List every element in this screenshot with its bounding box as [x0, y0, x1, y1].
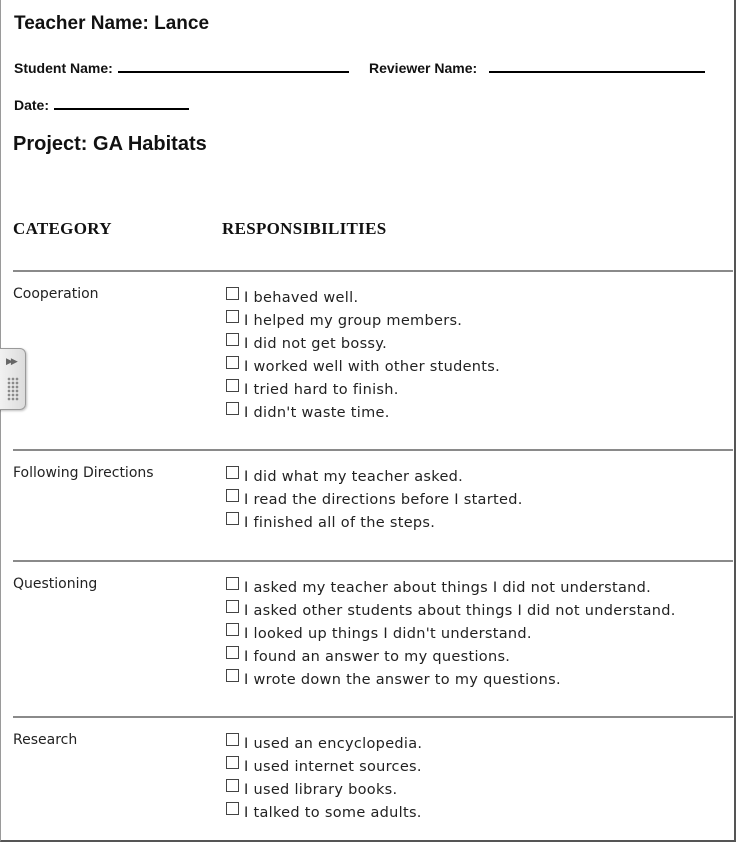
checklist-item	[226, 668, 676, 691]
checklist-item-label: I read the directions before I started.	[244, 491, 523, 508]
checklist-item-label: I worked well with other students.	[244, 358, 501, 375]
date-blank[interactable]	[54, 108, 189, 110]
checklist-item-label: I behaved well.	[244, 289, 359, 306]
checkbox[interactable]	[226, 802, 239, 815]
checklist-item-label: I found an answer to my questions.	[244, 648, 511, 665]
responsibility-list	[226, 286, 500, 424]
checkbox[interactable]	[226, 379, 239, 392]
checklist-item-label: I asked my teacher about things I did not understand.	[244, 579, 652, 596]
checklist-item	[226, 576, 676, 599]
student-name-blank[interactable]	[118, 71, 349, 73]
checklist-item	[226, 465, 523, 488]
checklist-item-label: I looked up things I didn't understand.	[244, 625, 532, 642]
category-name: Questioning	[13, 576, 98, 592]
checkbox[interactable]	[226, 333, 239, 346]
category-name: Research	[13, 732, 78, 748]
checkbox[interactable]	[226, 756, 239, 769]
checkbox[interactable]	[226, 466, 239, 479]
checklist-item-label: I did not get bossy.	[244, 335, 388, 352]
responsibility-list	[226, 465, 523, 534]
checklist-item	[226, 309, 500, 332]
checkbox[interactable]	[226, 287, 239, 300]
responsibilities-column-header: RESPONSIBILITIES	[222, 219, 387, 238]
checkbox[interactable]	[226, 356, 239, 369]
double-chevron-right-icon: ▶▶	[6, 357, 16, 367]
category-column-header: CATEGORY	[13, 219, 112, 238]
checklist-item-label: I helped my group members.	[244, 312, 463, 329]
checkbox[interactable]	[226, 310, 239, 323]
section-divider	[13, 716, 733, 718]
project-title: Project: GA Habitats	[13, 133, 207, 155]
checklist-item	[226, 355, 500, 378]
checklist-item-label: I didn't waste time.	[244, 404, 390, 421]
checklist-item	[226, 286, 500, 309]
checklist-item-label: I used library books.	[244, 781, 398, 798]
side-panel-toggle[interactable]	[0, 348, 26, 410]
date-label: Date:	[14, 97, 50, 113]
checklist-item	[226, 378, 500, 401]
reviewer-name-blank[interactable]	[489, 71, 705, 73]
student-name-label: Student Name:	[14, 60, 113, 76]
section-divider	[13, 270, 733, 272]
section-divider	[13, 449, 733, 451]
grip-dots-icon	[7, 377, 19, 401]
reviewer-name-label: Reviewer Name:	[369, 60, 478, 76]
category-name: Following Directions	[13, 465, 154, 481]
checklist-item-label: I used an encyclopedia.	[244, 735, 423, 752]
checklist-item-label: I did what my teacher asked.	[244, 468, 464, 485]
checklist-item	[226, 755, 422, 778]
checkbox[interactable]	[226, 733, 239, 746]
checklist-item	[226, 599, 676, 622]
checkbox[interactable]	[226, 600, 239, 613]
checklist-item	[226, 488, 523, 511]
checklist-item	[226, 732, 422, 755]
checkbox[interactable]	[226, 623, 239, 636]
section-divider	[13, 560, 733, 562]
teacher-name-heading: Teacher Name: Lance	[14, 13, 210, 34]
category-name: Cooperation	[13, 286, 99, 302]
checklist-item	[226, 511, 523, 534]
checkbox[interactable]	[226, 402, 239, 415]
checkbox[interactable]	[226, 646, 239, 659]
checklist-item	[226, 801, 422, 824]
responsibility-list	[226, 576, 676, 691]
checklist-item-label: I finished all of the steps.	[244, 514, 436, 531]
checklist-item-label: I talked to some adults.	[244, 804, 422, 821]
checkbox[interactable]	[226, 577, 239, 590]
checklist-item-label: I used internet sources.	[244, 758, 422, 775]
responsibility-list	[226, 732, 422, 824]
checkbox[interactable]	[226, 512, 239, 525]
checklist-item	[226, 778, 422, 801]
checklist-item-label: I tried hard to finish.	[244, 381, 399, 398]
checklist-item-label: I asked other students about things I did not understand.	[244, 602, 676, 619]
checklist-item	[226, 622, 676, 645]
checklist-item-label: I wrote down the answer to my questions.	[244, 671, 561, 688]
checkbox[interactable]	[226, 669, 239, 682]
checkbox[interactable]	[226, 779, 239, 792]
checkbox[interactable]	[226, 489, 239, 502]
checklist-item	[226, 401, 500, 424]
checklist-item	[226, 332, 500, 355]
checklist-item	[226, 645, 676, 668]
